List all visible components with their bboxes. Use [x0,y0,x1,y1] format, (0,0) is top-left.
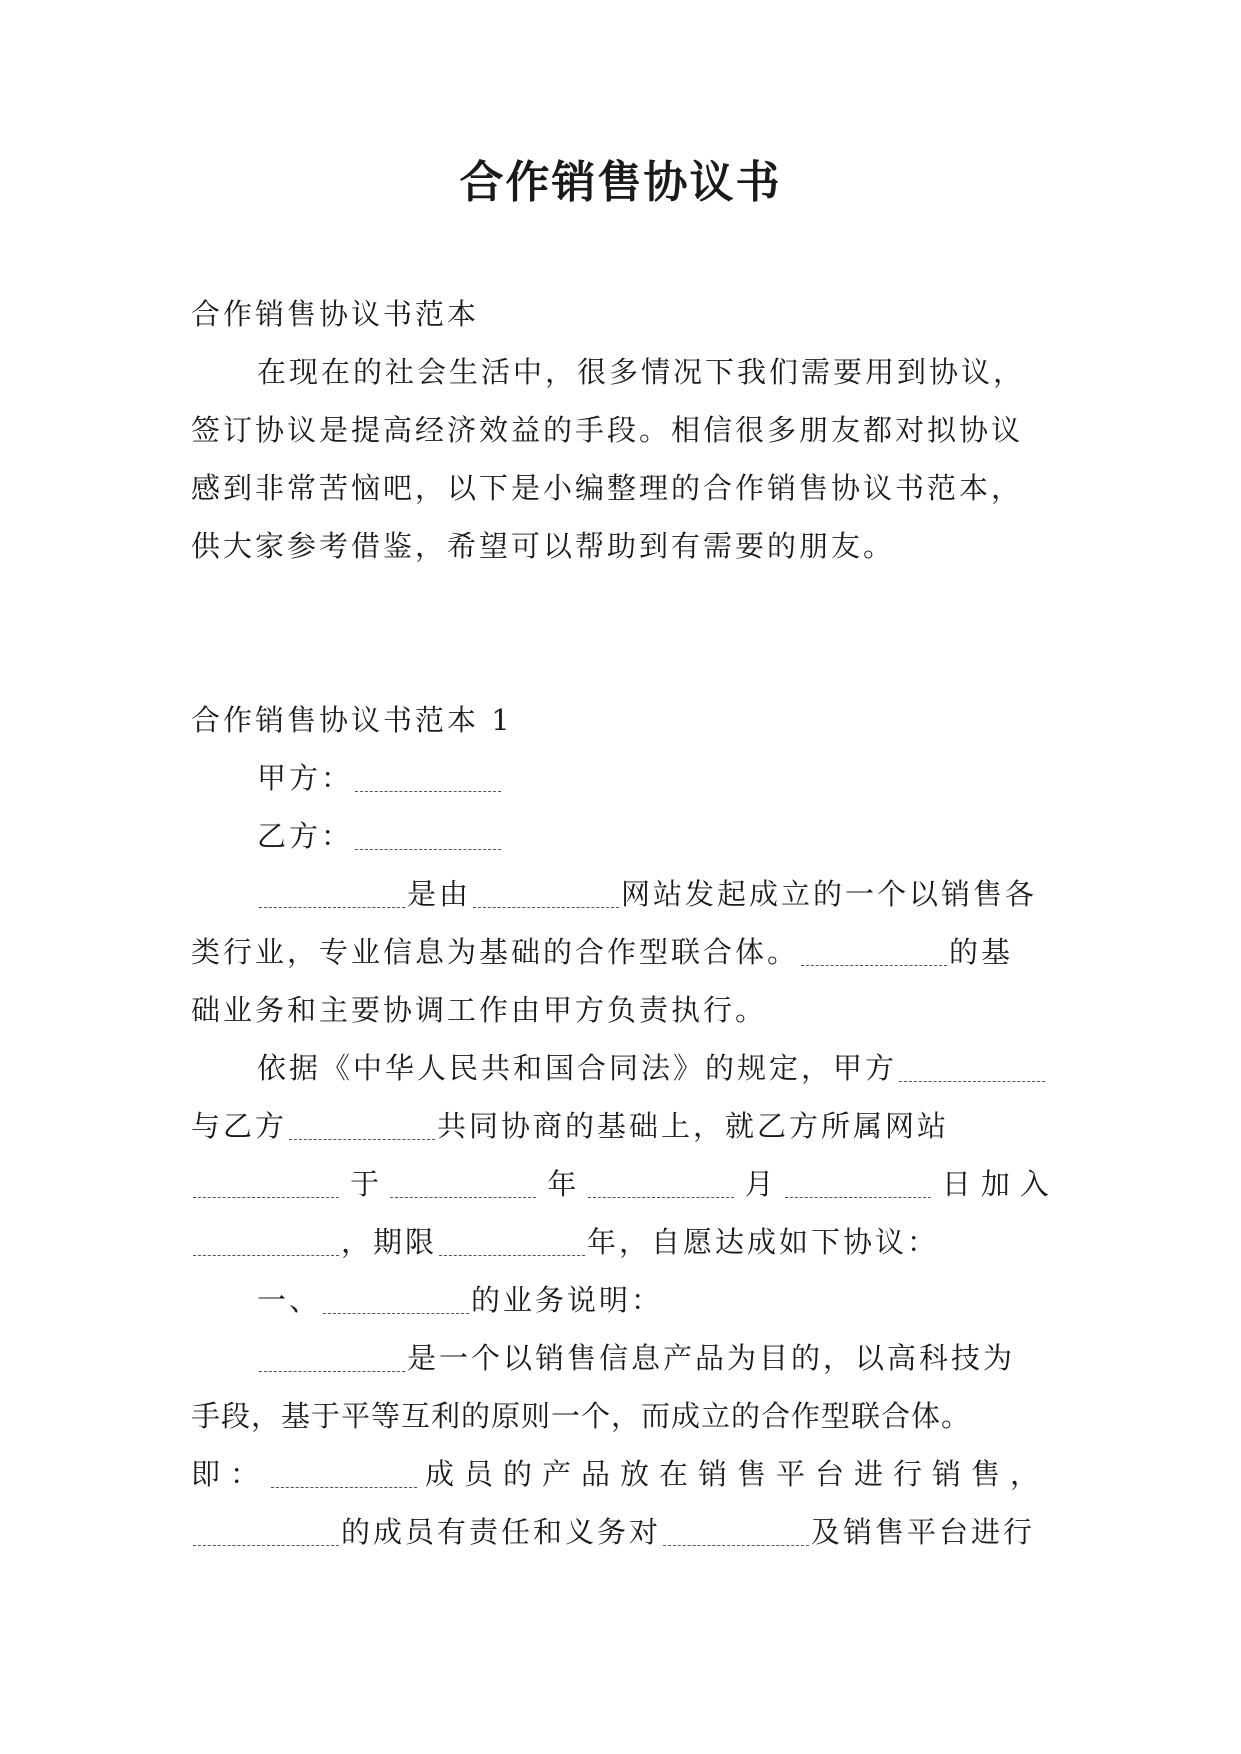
party-b-line [191,807,1059,865]
fill-blank[interactable] [388,1155,538,1213]
intro-line-2: 签订协议是提高经济效益的手段。相信很多朋友都对拟协议 [191,413,1024,447]
intro-line-4: 供大家参考借鉴，希望可以帮助到有需要的朋友。 [191,529,896,563]
fill-blank[interactable] [471,865,621,923]
p3-line-2: 手段，基于平等互利的原则一个，而成立的合作型联合体。 [191,1399,972,1433]
text-fragment: 成员的产品放在销售平台进行销售， [425,1457,1050,1491]
text-fragment: 的业务说明： [471,1283,664,1317]
fill-blank[interactable] [191,1155,341,1213]
text-fragment: 共同协商的基础上，就乙方所属网站 [437,1109,950,1143]
fill-blank[interactable] [321,1271,471,1329]
fill-blank[interactable] [257,1329,407,1387]
text-fragment: 依据《中华人民共和国合同法》的规定，甲方 [257,1051,898,1085]
fill-blank[interactable] [437,1213,587,1271]
fill-blank[interactable] [191,1503,341,1561]
text-fragment: 年，自愿达成如下协议： [587,1225,940,1259]
fill-blank[interactable] [783,1155,933,1213]
p2-line-2 [191,1097,1059,1155]
text-fragment: 及销售平台进行 [811,1515,1036,1549]
text-fragment: 是由 [407,877,472,911]
p2-line-3 [191,1155,1059,1213]
intro-line-1: 在现在的社会生活中，很多情况下我们需要用到协议， [257,355,1026,389]
p3-line-1 [191,1329,1059,1387]
text-fragment: 的基 [949,935,1014,969]
p2-line-4 [191,1213,1059,1271]
fill-blank[interactable] [799,923,949,981]
intro-line-3: 感到非常苦恼吧，以下是小编整理的合作销售协议书范本， [191,471,1024,505]
text-fragment: 一、 [257,1283,322,1317]
document-title: 合作销售协议书 [459,157,782,208]
p3-line-4 [191,1503,1059,1561]
text-fragment: 日加入 [941,1167,1059,1201]
fill-blank[interactable] [661,1503,811,1561]
text-fragment: 是一个以销售信息产品为目的，以高科技为 [407,1341,1016,1375]
party-a-line [191,749,1059,807]
text-fragment: 与乙方 [191,1109,288,1143]
item1-line [191,1271,1059,1329]
fill-blank[interactable] [269,1445,419,1503]
fill-blank[interactable] [586,1155,736,1213]
p1-line-3: 础业务和主要协调工作由甲方负责执行。 [191,993,768,1027]
document-body [191,285,1059,1561]
party-a-blank[interactable] [353,749,503,807]
party-b-label: 乙方： [257,819,354,853]
party-b-blank[interactable] [353,807,503,865]
text-fragment: 即： [191,1457,270,1491]
party-a-label: 甲方： [257,761,354,795]
text-fragment: 的成员有责任和义务对 [341,1515,662,1549]
subtitle: 合作销售协议书范本 [191,297,480,331]
p1-line-1 [191,865,1059,923]
fill-blank[interactable] [287,1097,437,1155]
p1-line-2 [191,923,1059,981]
text-fragment: 年 [547,1167,577,1201]
fill-blank[interactable] [897,1039,1047,1097]
text-fragment: 月 [744,1167,774,1201]
section-gap [191,575,1059,691]
p2-line-1 [191,1039,1059,1097]
text-fragment: 网站发起成立的一个以销售各 [621,877,1038,911]
fill-blank[interactable] [257,865,407,923]
section-heading: 合作销售协议书范本 1 [191,703,513,737]
text-fragment: ，期限 [341,1225,438,1259]
p3-line-3 [191,1445,1059,1503]
fill-blank[interactable] [191,1213,341,1271]
text-fragment: 于 [350,1167,380,1201]
text-fragment: 类行业，专业信息为基础的合作型联合体。 [191,935,800,969]
